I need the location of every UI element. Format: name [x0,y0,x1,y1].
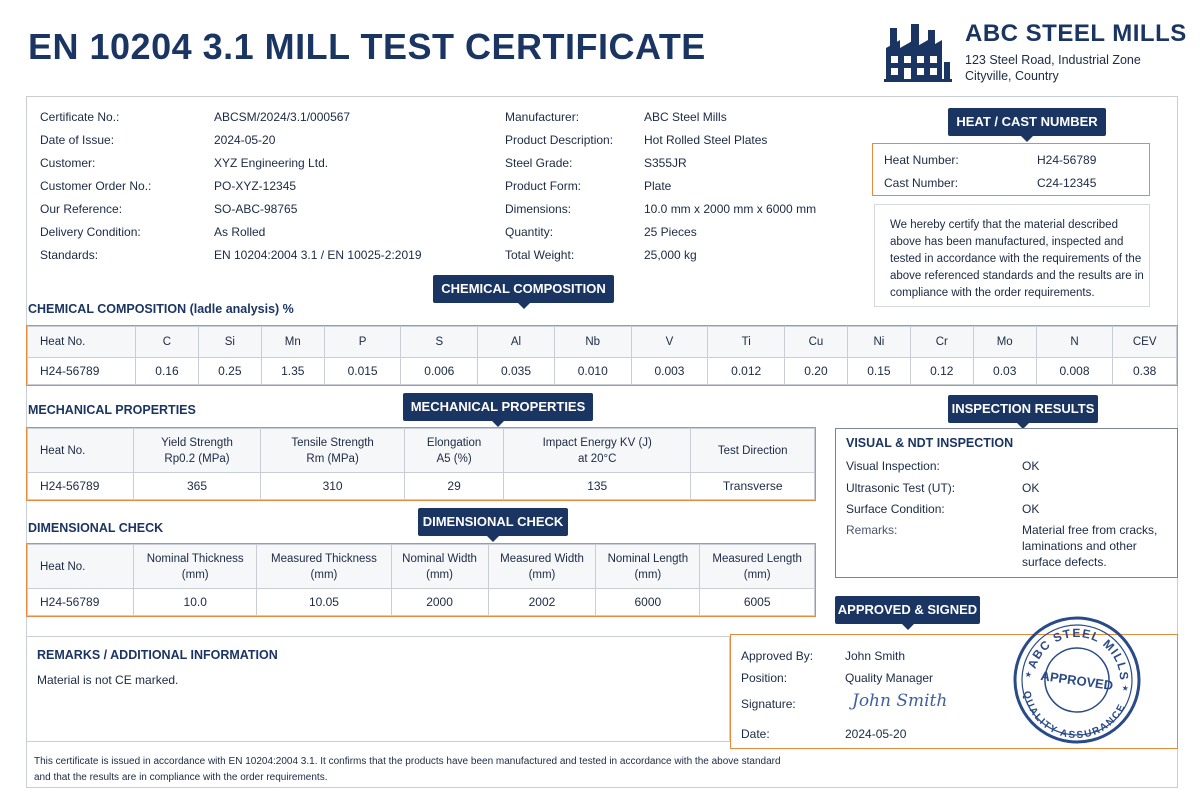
stamp-star-icon: ★ [1121,683,1130,694]
table-row [28,357,1177,384]
info-label: Manufacturer: [505,110,580,124]
table-cell: 2002 [488,589,596,616]
info-value: 25,000 kg [644,248,697,262]
stamp-bottom-text: QUALITY ASSURANCE [1020,690,1129,742]
table-header-cell: Mo [973,327,1036,358]
table-cell: Transverse [691,473,815,500]
signature-label: Signature: [741,697,796,711]
header-line: Measured Width [500,552,584,565]
table-header-row [28,429,815,473]
dimensional-check-callout: DIMENSIONAL CHECK [418,508,568,536]
table-cell: 0.15 [847,357,910,384]
info-value: Plate [644,179,672,193]
info-label: Quantity: [505,225,554,239]
page-title: EN 10204 3.1 MILL TEST CERTIFICATE [28,26,706,67]
dimensional-check-table-box [26,543,816,617]
dimensional-check-table [27,544,815,616]
table-header-cell: N [1036,327,1113,358]
inspection-heading: VISUAL & NDT INSPECTION [846,436,1014,450]
footer-note [34,754,834,786]
table-header-cell [596,545,700,589]
table-header-cell: Ni [847,327,910,358]
info-value: ABCSM/2024/3.1/000567 [214,110,351,124]
info-value: 2024-05-20 [214,133,276,147]
header-line: Tensile Strength [291,436,374,449]
table-header-cell [28,429,134,473]
info-label: Product Description: [505,133,614,147]
table-header-cell [405,429,504,473]
ultrasonic-test-value: OK [1022,481,1040,495]
info-value: As Rolled [214,225,266,239]
table-cell: 365 [134,473,261,500]
mechanical-properties-table-box [26,427,816,501]
date-value: 2024-05-20 [845,727,907,741]
table-cell: 0.003 [631,357,708,384]
info-label: Delivery Condition: [40,225,141,239]
chemical-composition-table [27,326,1177,385]
visual-inspection-label: Visual Inspection: [846,459,940,473]
position-value: Quality Manager [845,671,934,685]
table-cell: 135 [504,473,691,500]
table-header-row [28,545,815,589]
heat-number-value: H24-56789 [1037,153,1097,167]
table-cell: 0.16 [136,357,199,384]
table-header-cell [134,429,261,473]
dimensional-check-heading: DIMENSIONAL CHECK [28,521,164,535]
footer-line-2: and that the results are in compliance with the order requirements. [34,772,328,783]
table-cell: 0.012 [708,357,785,384]
header-line: (mm) [634,568,662,581]
info-row [40,110,119,126]
table-cell: 0.008 [1036,357,1113,384]
header-line: Heat No. [40,444,86,457]
table-header-cell: Cu [785,327,848,358]
table-cell: 6005 [700,589,815,616]
info-label: Our Reference: [40,202,123,216]
table-cell: 0.38 [1113,357,1177,384]
table-cell: 0.12 [910,357,973,384]
position-label: Position: [741,671,788,685]
header-line: (mm) [743,568,771,581]
remarks-text: Material is not CE marked. [37,673,179,687]
inspection-remarks-line: laminations and other [1022,539,1137,553]
surface-condition-value: OK [1022,502,1040,516]
mechanical-properties-heading: MECHANICAL PROPERTIES [28,403,196,417]
header-line: Test Direction [717,444,788,457]
table-cell: 0.03 [973,357,1036,384]
header-line: Rm (MPa) [306,452,359,465]
table-cell: 0.010 [554,357,631,384]
info-value: XYZ Engineering Ltd. [214,156,329,170]
table-header-cell: V [631,327,708,358]
table-header-cell: CEV [1113,327,1177,358]
inspection-remarks-line: Material free from cracks, [1022,523,1158,537]
table-row [28,473,815,500]
date-label: Date: [741,727,770,741]
header-line: A5 (%) [436,452,472,465]
header-line: Measured Length [712,552,802,565]
info-label: Certificate No.: [40,110,120,124]
table-cell: 0.015 [324,357,401,384]
info-value: SO-ABC-98765 [214,202,298,216]
company-address [965,52,1141,84]
inspection-remarks-label: Remarks: [846,523,898,537]
header-line: at 20°C [577,452,617,465]
header-line: (mm) [528,568,556,581]
table-cell: 29 [405,473,504,500]
header-line: Impact Energy KV (J) [542,436,652,449]
table-cell: H24-56789 [28,589,134,616]
address-line-2: Cityville, Country [965,69,1059,83]
info-label: Standards: [40,248,99,262]
certification-statement: We hereby certify that the material described above has been manufactured, inspected and tested in accordance with the requirements of the above referenced standards and the results are in compliance with the order requirements. [890,219,1144,299]
factory-icon [884,24,952,82]
table-cell: 1.35 [261,357,324,384]
table-header-cell: Al [478,327,555,358]
table-header-cell: Si [198,327,261,358]
table-header-cell [28,545,134,589]
info-value: 25 Pieces [644,225,697,239]
table-header-cell: S [401,327,478,358]
address-line-1: 123 Steel Road, Industrial Zone [965,53,1141,67]
header-line: Nominal Thickness [146,552,244,565]
approved-signed-callout: APPROVED & SIGNED [835,596,980,624]
info-label: Dimensions: [505,202,572,216]
table-cell: 0.035 [478,357,555,384]
stamp-star-icon: ★ [1024,669,1033,680]
header-line: (mm) [181,568,209,581]
table-cell: 310 [261,473,405,500]
info-value: S355JR [644,156,687,170]
cast-number-label: Cast Number: [884,176,959,190]
info-value: Hot Rolled Steel Plates [644,133,768,147]
table-header-cell [700,545,815,589]
header-line: (mm) [310,568,338,581]
info-label: Steel Grade: [505,156,573,170]
stamp-center-text: APPROVED [1039,667,1115,693]
table-header-cell [691,429,815,473]
table-cell: H24-56789 [28,473,134,500]
stamp-top-text: ABC STEEL MILLS [1024,625,1132,682]
info-value: EN 10204:2004 3.1 / EN 10025-2:2019 [214,248,422,262]
remarks-heading: REMARKS / ADDITIONAL INFORMATION [37,648,278,662]
heat-cast-callout: HEAT / CAST NUMBER [948,108,1106,136]
header-line: Yield Strength [161,436,233,449]
info-value: PO-XYZ-12345 [214,179,297,193]
table-cell: 0.006 [401,357,478,384]
mechanical-properties-callout: MECHANICAL PROPERTIES [403,393,593,421]
svg-text:QUALITY ASSURANCE [1014,689,1128,745]
chemical-composition-heading: CHEMICAL COMPOSITION (ladle analysis) % [28,302,294,316]
table-cell: 10.05 [257,589,391,616]
mechanical-properties-table [27,428,815,500]
info-value: ABC Steel Mills [644,110,727,124]
info-label: Date of Issue: [40,133,115,147]
info-value: 10.0 mm x 2000 mm x 6000 mm [644,202,817,216]
table-cell: 2000 [391,589,488,616]
table-header-cell: P [324,327,401,358]
header-line: Heat No. [40,560,86,573]
info-label: Customer Order No.: [40,179,152,193]
header-line: Nominal Width [402,552,477,565]
approved-by-value: John Smith [845,649,906,663]
info-label: Product Form: [505,179,582,193]
table-cell: 10.0 [134,589,257,616]
table-row [28,589,815,616]
table-header-cell: Heat No. [28,327,136,358]
table-header-cell: Ti [708,327,785,358]
visual-inspection-value: OK [1022,459,1040,473]
footer-line-1: This certificate is issued in accordance with EN 10204:2004 3.1. It confirms that the products have been manufactured and tested in accordance with the above standard [34,756,781,767]
table-header-cell: C [136,327,199,358]
table-cell: 6000 [596,589,700,616]
table-header-cell: Nb [554,327,631,358]
approval-stamp-icon [1012,615,1142,745]
header-line: (mm) [426,568,453,581]
inspection-results-callout: INSPECTION RESULTS [948,395,1098,423]
ultrasonic-test-label: Ultrasonic Test (UT): [846,481,956,495]
table-header-cell [488,545,596,589]
cast-number-value: C24-12345 [1037,176,1097,190]
table-header-cell [504,429,691,473]
table-cell: 0.20 [785,357,848,384]
header-line: Elongation [426,436,482,449]
chemical-composition-callout: CHEMICAL COMPOSITION [433,275,614,303]
info-label: Customer: [40,156,96,170]
table-header-cell: Mn [261,327,324,358]
table-cell: H24-56789 [28,357,136,384]
company-name: ABC STEEL MILLS [965,20,1187,47]
header-line: Measured Thickness [271,552,377,565]
table-header-cell [134,545,257,589]
signature: John Smith [852,691,948,711]
header-line: Rp0.2 (MPa) [164,452,230,465]
inspection-remarks-line: surface defects. [1022,555,1107,569]
table-header-row [28,327,1177,358]
table-header-cell: Cr [910,327,973,358]
approved-by-label: Approved By: [741,649,814,663]
heat-number-label: Heat Number: [884,153,959,167]
table-cell: 0.25 [198,357,261,384]
header-line: Nominal Length [607,552,689,565]
chemical-composition-table-box [26,325,1178,386]
table-header-cell [391,545,488,589]
info-label: Total Weight: [505,248,575,262]
table-header-cell [261,429,405,473]
surface-condition-label: Surface Condition: [846,502,945,516]
table-header-cell [257,545,391,589]
